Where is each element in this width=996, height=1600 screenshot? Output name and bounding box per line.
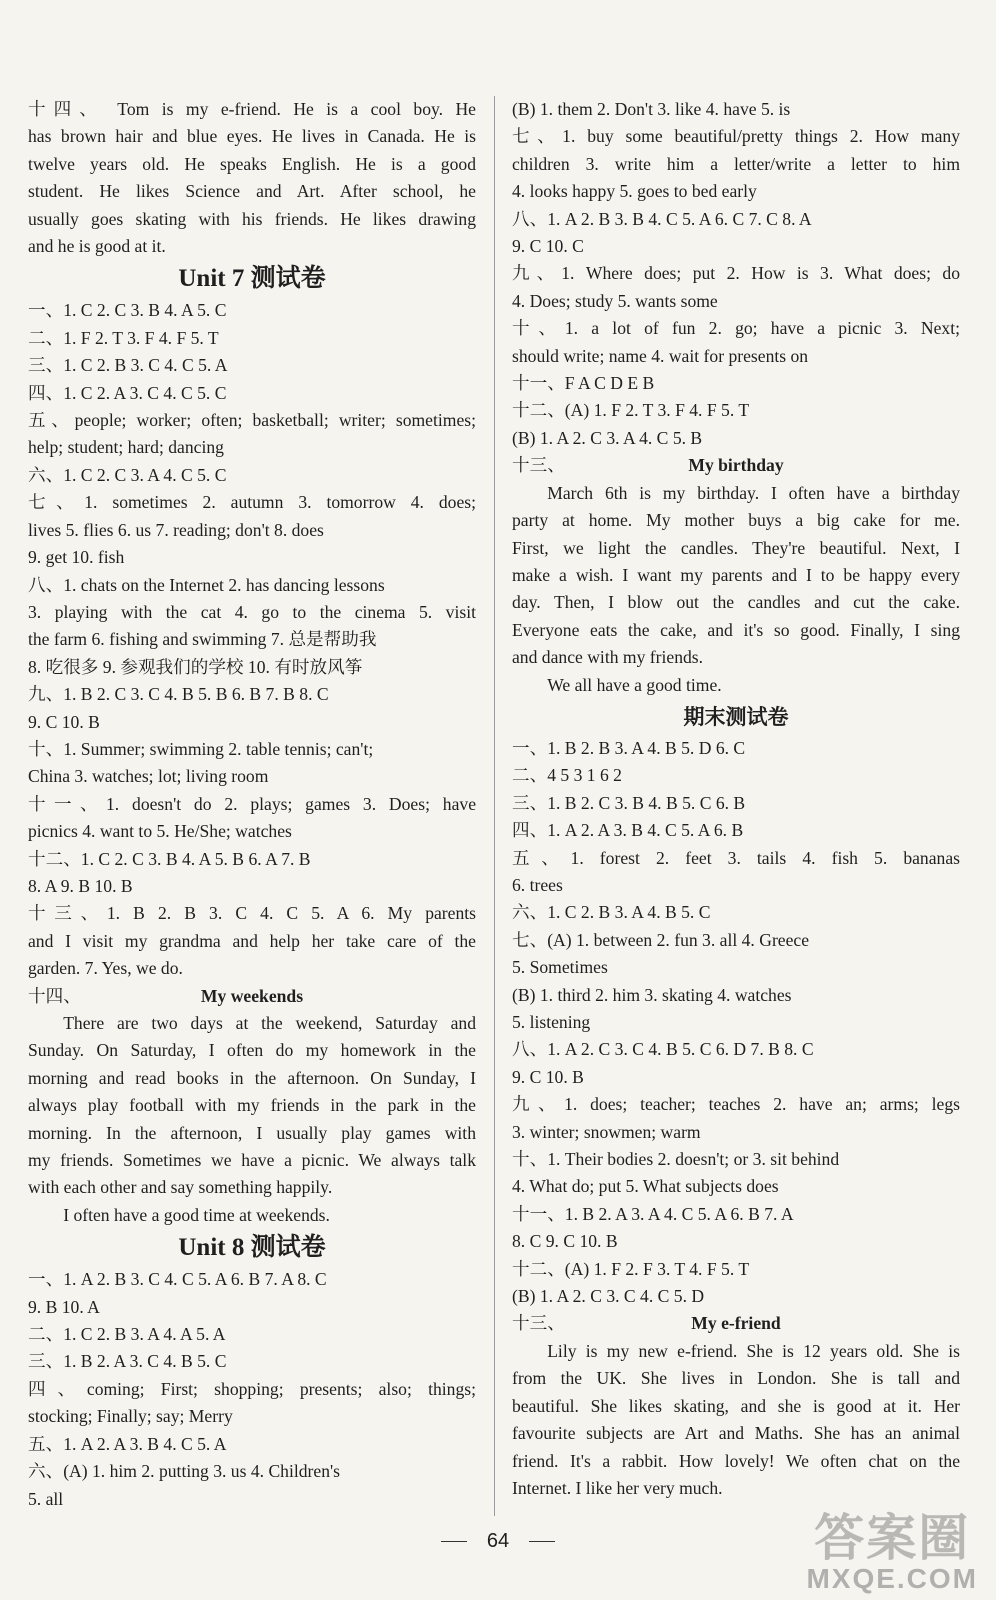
answer-line: 4. Does; study 5. wants some: [512, 290, 718, 311]
left-column: [28, 96, 476, 1513]
answer-line: help; student; hard; dancing: [28, 437, 224, 458]
dash-right: [529, 1541, 555, 1542]
answer-line: 十三、1. B 2. B 3. C 4. C 5. A 6. My parents: [28, 903, 476, 924]
essay-line: There are two days at the weekend, Saturday and: [63, 1013, 476, 1033]
essay-heading: [512, 1310, 960, 1337]
essay-line: and dance with my friends.: [512, 647, 704, 668]
answer-line: 五、people; worker; often; basketball; writer; sometimes;: [28, 410, 476, 431]
answer-line: 3. winter; snowmen; warm: [512, 1121, 701, 1142]
answer-line: and I visit my grandma and help her take care of the: [28, 930, 476, 951]
answer-line: 八、1. A 2. C 3. C 4. B 5. C 6. D 7. B 8. C: [512, 1039, 814, 1060]
essay-tom-line: student. He likes Science and Art. After school, he: [28, 181, 476, 202]
answer-line: 九、1. does; teacher; teaches 2. have an; arms; legs: [512, 1094, 960, 1115]
answer-line: garden. 7. Yes, we do.: [28, 958, 183, 979]
answer-line: 六、1. C 2. C 3. A 4. C 5. C: [28, 464, 227, 485]
essay-line: Internet. I like her very much.: [512, 1477, 723, 1498]
final-test-title: 期末测试卷: [683, 704, 789, 729]
essay-line: Sunday. On Saturday, I often do my homework in the: [28, 1040, 476, 1061]
essay-title: My weekends: [200, 985, 304, 1006]
essay-tom-line: usually goes skating with his friends. He likes drawing: [28, 208, 476, 229]
essay-tom-line: has brown hair and blue eyes. He lives in Canada. He is: [28, 126, 476, 147]
answer-line: (B) 1. them 2. Don't 3. like 4. have 5. is: [512, 99, 791, 119]
answer-line: picnics 4. want to 5. He/She; watches: [28, 821, 292, 842]
answer-line: 5. all: [28, 1488, 64, 1509]
essay-line: make a wish. I want my parents and I to be happy every: [512, 564, 960, 585]
answer-line: children 3. write him a letter/write a letter to him: [512, 153, 960, 174]
answer-line: 十一、1. doesn't do 2. plays; games 3. Does; have: [28, 793, 476, 814]
answer-line: lives 5. flies 6. us 7. reading; don't 8. does: [28, 519, 324, 540]
answer-line: 9. B 10. A: [28, 1296, 100, 1317]
answer-line: 三、1. B 2. A 3. C 4. B 5. C: [28, 1351, 227, 1372]
essay-line: always play football with my friends in the park in the: [28, 1095, 476, 1116]
answer-line: 9. C 10. B: [28, 711, 100, 732]
answer-line: 五、1. forest 2. feet 3. tails 4. fish 5. bananas: [512, 847, 960, 868]
answer-line: 八、1. A 2. B 3. B 4. C 5. A 6. C 7. C 8. A: [512, 208, 812, 229]
unit7-title: Unit 7 测试卷: [178, 265, 326, 293]
answer-line: 五、1. A 2. A 3. B 4. C 5. A: [28, 1433, 227, 1454]
answer-line: 8. C 9. C 10. B: [512, 1231, 618, 1252]
essay-tom-line: and he is good at it.: [28, 236, 166, 257]
essay-title: My e-friend: [691, 1313, 781, 1334]
answer-line: 十二、(A) 1. F 2. F 3. T 4. F 5. T: [512, 1258, 750, 1279]
answer-line: 8. 吃很多 9. 参观我们的学校 10. 有时放风筝: [28, 656, 363, 677]
answer-line: 六、1. C 2. B 3. A 4. B 5. C: [512, 902, 711, 923]
watermark: [806, 1512, 978, 1594]
answer-line: 4. looks happy 5. goes to bed early: [512, 181, 757, 202]
answer-line: 5. listening: [512, 1012, 591, 1032]
answer-line: (B) 1. third 2. him 3. skating 4. watches: [512, 984, 792, 1005]
answer-line: (B) 1. A 2. C 3. A 4. C 5. B: [512, 427, 703, 448]
answer-line: 三、1. B 2. C 3. B 4. B 5. C 6. B: [512, 792, 746, 813]
answer-line: 九、1. B 2. C 3. C 4. B 5. B 6. B 7. B 8. C: [28, 684, 329, 705]
essay-line: March 6th is my birthday. I often have a birthday: [547, 482, 960, 503]
answer-line: 8. A 9. B 10. B: [28, 875, 133, 896]
essay-line: day. Then, I blow out the candles and cut the cake.: [512, 592, 960, 613]
answer-line: 十二、(A) 1. F 2. T 3. F 4. F 5. T: [512, 400, 750, 421]
answer-line: China 3. watches; lot; living room: [28, 766, 269, 787]
page-number: 64: [486, 1530, 510, 1552]
answer-line: 四、coming; First; shopping; presents; also; things;: [28, 1378, 476, 1399]
answer-line: 9. C 10. B: [512, 1066, 584, 1087]
answer-line: 六、(A) 1. him 2. putting 3. us 4. Children's: [28, 1461, 341, 1482]
unit8-title: Unit 8 测试卷: [178, 1234, 326, 1262]
essay-line: with each other and say something happily.: [28, 1177, 333, 1198]
answer-line: 二、1. C 2. B 3. A 4. A 5. A: [28, 1324, 226, 1345]
essay-line: Lily is my new e-friend. She is 12 years old. She is: [547, 1340, 960, 1361]
answer-line: 十、1. a lot of fun 2. go; have a picnic 3. Next;: [512, 318, 960, 339]
answer-line: 十一、1. B 2. A 3. A 4. C 5. A 6. B 7. A: [512, 1203, 794, 1224]
answer-line: 9. get 10. fish: [28, 547, 125, 568]
answer-line: 一、1. B 2. B 3. A 4. B 5. D 6. C: [512, 737, 746, 758]
essay-tom-line: twelve years old. He speaks English. He is a good: [28, 153, 476, 174]
answer-line: 4. What do; put 5. What subjects does: [512, 1176, 779, 1197]
answer-line: 一、1. C 2. C 3. B 4. A 5. C: [28, 300, 227, 321]
right-column: [512, 96, 960, 1502]
essay-line: from the UK. She lives in London. She is tall and: [512, 1368, 960, 1389]
answer-line: 七、1. buy some beautiful/pretty things 2. How many: [512, 126, 960, 147]
answer-line: 三、1. C 2. B 3. C 4. C 5. A: [28, 355, 228, 376]
watermark-domain: MXQE.COM: [806, 1563, 978, 1594]
answer-line: 3. playing with the cat 4. go to the cinema 5. visit: [28, 601, 476, 622]
answer-line: 6. trees: [512, 874, 563, 895]
answer-line: 八、1. chats on the Internet 2. has dancing lessons: [28, 574, 385, 595]
essay-title: My birthday: [688, 455, 784, 476]
answer-line: 四、1. A 2. A 3. B 4. C 5. A 6. B: [512, 820, 744, 841]
section-label: 十四、: [28, 985, 81, 1006]
answer-line: (B) 1. A 2. C 3. C 4. C 5. D: [512, 1286, 705, 1307]
essay-line: friend. It's a rabbit. How lovely! We often chat on the: [512, 1450, 960, 1471]
answer-line: 一、1. A 2. B 3. C 4. C 5. A 6. B 7. A 8. C: [28, 1269, 327, 1290]
essay-line: morning and read books in the afternoon. On Sunday, I: [28, 1067, 476, 1088]
essay-line: We all have a good time.: [547, 674, 722, 695]
essay-line: First, we light the candles. They're beautiful. Next, I: [512, 537, 960, 558]
essay-line: my friends. Sometimes we have a picnic. We always talk: [28, 1150, 476, 1171]
answer-line: 十二、1. C 2. C 3. B 4. A 5. B 6. A 7. B: [28, 848, 311, 869]
section-label: 十三、: [512, 455, 565, 476]
answer-line: 9. C 10. C: [512, 236, 584, 257]
answer-line: 十一、F A C D E B: [512, 373, 655, 394]
essay-line: I often have a good time at weekends.: [63, 1204, 330, 1225]
essay-line: party at home. My mother buys a big cake for me.: [512, 510, 960, 531]
essay-line: favourite subjects are Art and Maths. She has an animal: [512, 1423, 960, 1444]
answer-line: stocking; Finally; say; Merry: [28, 1406, 233, 1427]
essay-heading: [28, 983, 476, 1010]
answer-line: the farm 6. fishing and swimming 7. 总是帮助我: [28, 629, 377, 650]
answer-line: 二、4 5 3 1 6 2: [512, 765, 622, 786]
answer-line: 十、1. Summer; swimming 2. table tennis; can't;: [28, 738, 374, 759]
essay-line: morning. In the afternoon, I usually play games with: [28, 1122, 476, 1143]
dash-left: [441, 1541, 467, 1542]
answer-line: 二、1. F 2. T 3. F 4. F 5. T: [28, 327, 219, 348]
essay-tom-line: 十四、 Tom is my e-friend. He is a cool boy. He: [28, 99, 476, 119]
answer-line: 七、(A) 1. between 2. fun 3. all 4. Greece: [512, 929, 810, 950]
answer-line: 十、1. Their bodies 2. doesn't; or 3. sit behind: [512, 1149, 840, 1170]
answer-line: 七、1. sometimes 2. autumn 3. tomorrow 4. does;: [28, 492, 476, 513]
answer-line: 九、1. Where does; put 2. How is 3. What does; do: [512, 263, 960, 284]
column-divider: [494, 96, 495, 1516]
answer-line: 5. Sometimes: [512, 957, 608, 978]
answer-line: should write; name 4. wait for presents on: [512, 345, 809, 366]
essay-line: Everyone eats the cake, and it's so good. Finally, I sing: [512, 619, 960, 640]
essay-line: beautiful. She likes skating, and she is good at it. Her: [512, 1395, 960, 1416]
section-label: 十三、: [512, 1313, 565, 1334]
essay-heading: [512, 452, 960, 479]
answer-line: 四、1. C 2. A 3. C 4. C 5. C: [28, 382, 227, 403]
watermark-seal: 答案圈: [814, 1510, 971, 1566]
